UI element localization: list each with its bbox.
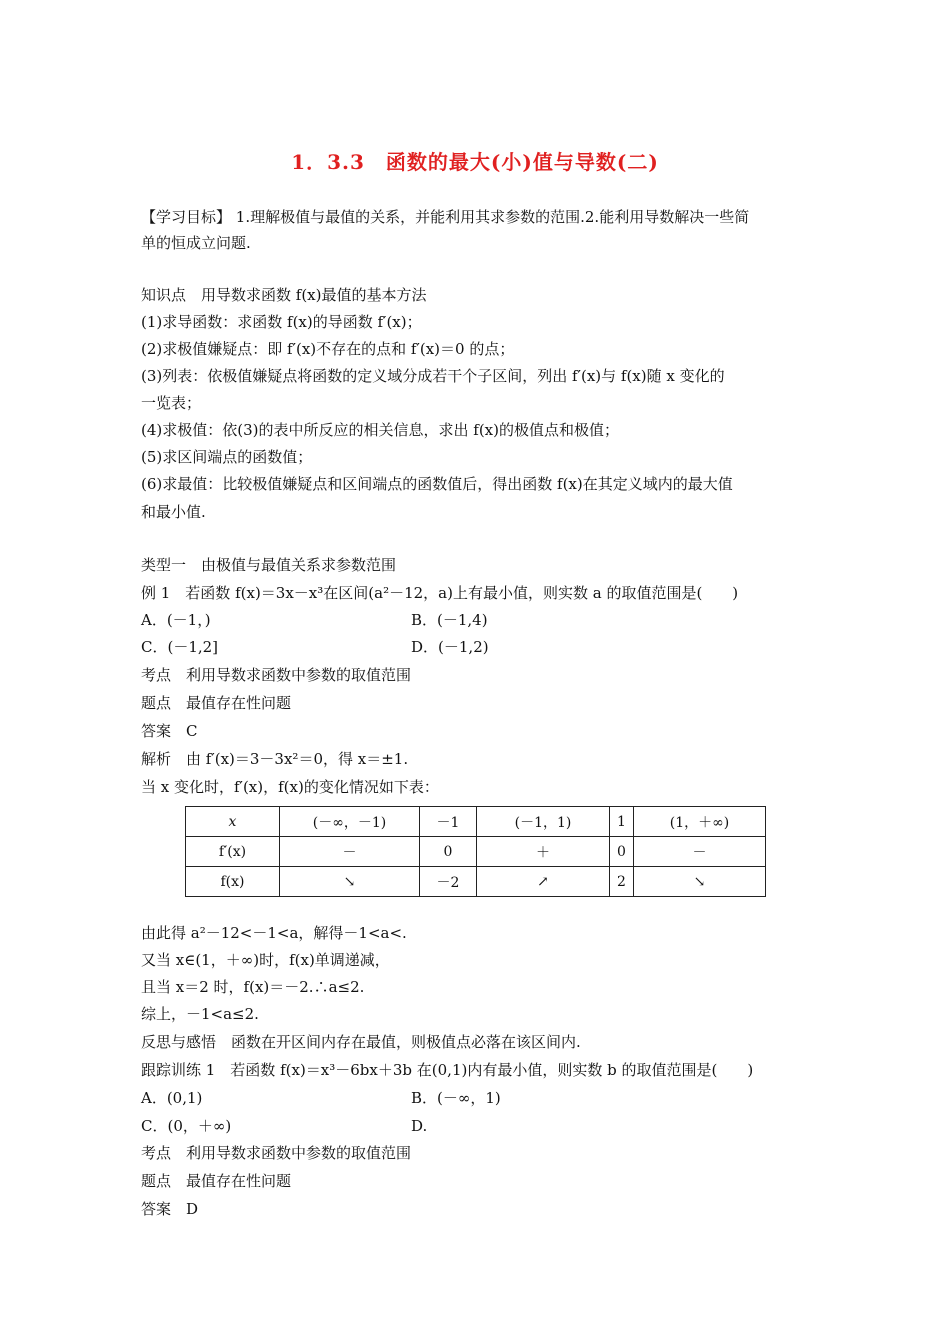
knowledge-step-4: (4)求极值：依(3)的表中所反应的相关信息，求出 f(x)的极值点和极值；: [141, 421, 619, 439]
table-row-derivative: [186, 837, 766, 867]
table-cell: ↘: [634, 867, 766, 897]
practice1-tidian: 题点 最值存在性问题: [141, 1172, 292, 1190]
table-cell: f(x): [186, 867, 280, 897]
practice1-option-d: D.: [411, 1117, 428, 1135]
solution-line-2: 又当 x∈(1，＋∞)时，f(x)单调递减，: [141, 951, 390, 969]
example1-tidian: 题点 最值存在性问题: [141, 694, 292, 712]
practice1-question: 跟踪训练 1 若函数 f(x)＝x³－6bx＋3b 在(0,1)内有最小值，则实数 b 的取值范围是( ): [141, 1061, 754, 1079]
knowledge-step-2: (2)求极值嫌疑点：即 f′(x)不存在的点和 f′(x)＝0 的点；: [141, 340, 515, 358]
table-cell: (－1，1): [477, 807, 610, 837]
solution-line-3: 且当 x＝2 时，f(x)＝－2.∴a≤2.: [141, 978, 365, 996]
table-cell: 1: [610, 807, 634, 837]
example1-analysis: 解析 由 f′(x)＝3－3x²＝0，得 x＝±1.: [141, 750, 409, 768]
practice1-option-a: A．(0,1): [141, 1089, 203, 1107]
learning-objective-line1: [141, 207, 821, 227]
practice1-kaodian: 考点 利用导数求函数中参数的取值范围: [141, 1144, 412, 1162]
practice1-option-c: C．(0，＋∞): [141, 1117, 232, 1135]
table-cell: －: [280, 837, 420, 867]
example1-options-row2: [141, 637, 821, 657]
practice1-option-b: B．(－∞，1): [411, 1089, 501, 1107]
table-cell: 0: [420, 837, 477, 867]
example1-option-a: A．(－1，): [141, 611, 211, 629]
learning-objective-text1: 1.理解极值与最值的关系，并能利用其求参数的范围.2.能利用导数解决一些简: [235, 208, 750, 226]
table-cell: f′(x): [186, 837, 280, 867]
table-cell: －2: [420, 867, 477, 897]
learning-objective-tag: 【学习目标】: [141, 208, 232, 226]
solution-line-4: 综上，－1<a≤2.: [141, 1005, 259, 1023]
table-cell: ↘: [280, 867, 420, 897]
example1-table-intro: 当 x 变化时，f′(x)，f(x)的变化情况如下表：: [141, 778, 439, 796]
example1-question: 例 1 若函数 f(x)＝3x－x³在区间(a²－12，a)上有最小值，则实数 a 的取值范围是( ): [141, 584, 739, 602]
table-row-x: [186, 807, 766, 837]
table-cell: x: [186, 807, 280, 837]
example1-option-b: B．(－1,4): [411, 611, 488, 629]
knowledge-step-3: (3)列表：依极值嫌疑点将函数的定义域分成若干个子区间，列出 f′(x)与 f(x)随 x 变化的: [141, 367, 725, 385]
table-cell: ↗: [477, 867, 610, 897]
table-cell: (－∞，－1): [280, 807, 420, 837]
table-cell: ＋: [477, 837, 610, 867]
reflection-line: 反思与感悟 函数在开区间内存在最值，则极值点必落在该区间内.: [141, 1033, 581, 1051]
table-cell: －1: [420, 807, 477, 837]
learning-objective-line2: 单的恒成立问题.: [141, 234, 251, 252]
table-cell: 0: [610, 837, 634, 867]
table-cell: 2: [610, 867, 634, 897]
example1-options-row1: [141, 610, 821, 630]
practice1-options-row2: [141, 1116, 821, 1136]
knowledge-step-3-cont: 一览表；: [141, 394, 202, 412]
example1-option-c: C．(－1,2]: [141, 638, 219, 656]
solution-line-1: 由此得 a²－12<－1<a，解得－1<a<.: [141, 924, 407, 942]
knowledge-step-6: (6)求最值：比较极值嫌疑点和区间端点的函数值后，得出函数 f(x)在其定义域内的最大值: [141, 475, 733, 493]
table-cell: －: [634, 837, 766, 867]
example1-kaodian: 考点 利用导数求函数中参数的取值范围: [141, 666, 412, 684]
practice1-options-row1: [141, 1088, 821, 1108]
knowledge-step-1: (1)求导函数：求函数 f(x)的导函数 f′(x)；: [141, 313, 422, 331]
practice1-answer: 答案 D: [141, 1200, 199, 1218]
knowledge-step-5: (5)求区间端点的函数值；: [141, 448, 313, 466]
knowledge-step-6-cont: 和最小值.: [141, 503, 206, 521]
table-row-function: [186, 867, 766, 897]
example1-answer: 答案 C: [141, 722, 198, 740]
table-cell: (1，＋∞): [634, 807, 766, 837]
example1-option-d: D．(－1,2): [411, 638, 489, 656]
variation-table: [185, 806, 766, 897]
type1-heading: 类型一 由极值与最值关系求参数范围: [141, 556, 397, 574]
page-title: 1．3.3 函数的最大(小)值与导数(二): [291, 150, 659, 174]
knowledge-heading: 知识点 用导数求函数 f(x)最值的基本方法: [141, 286, 427, 304]
